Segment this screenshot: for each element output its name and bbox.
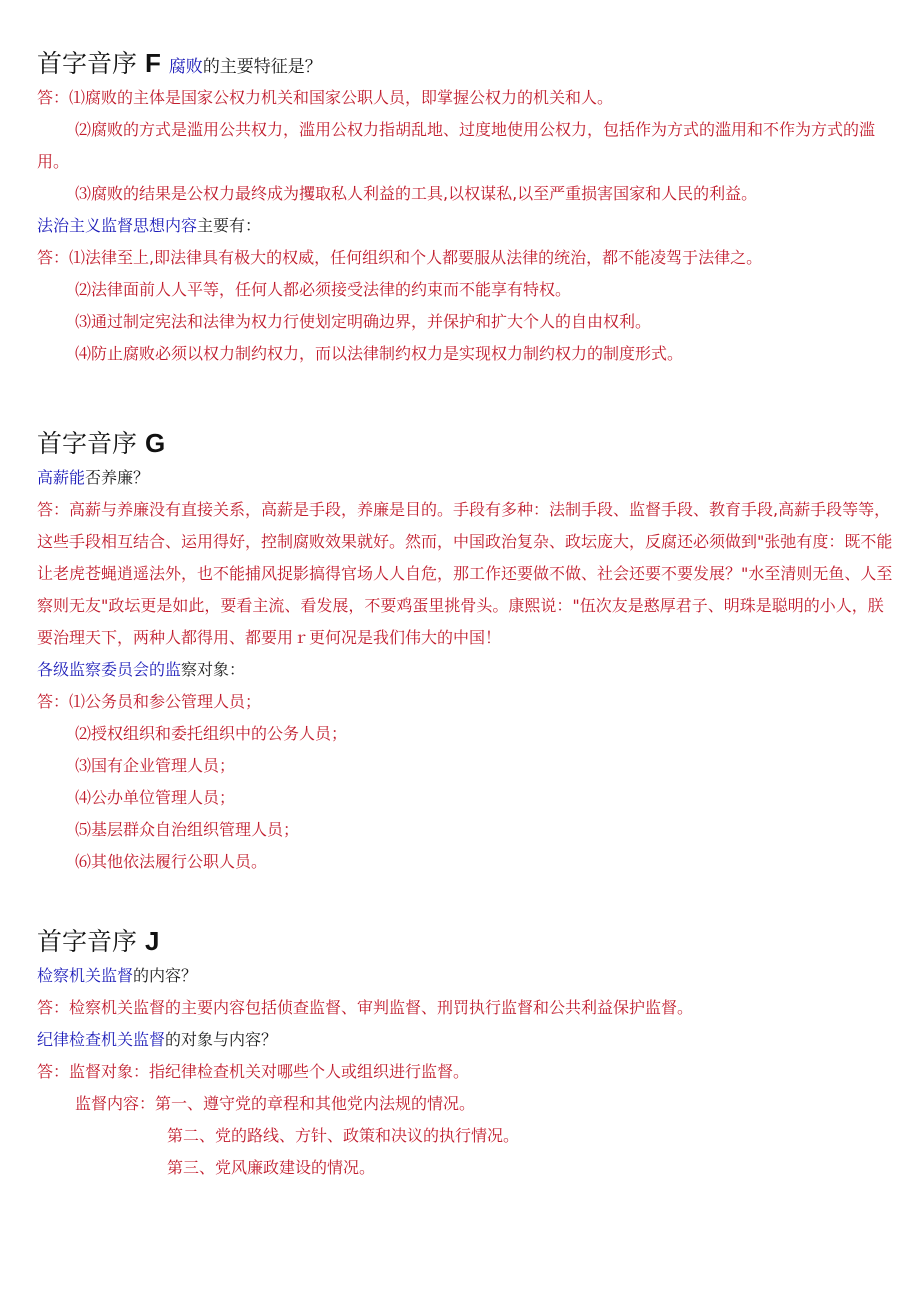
question-text: 察对象： <box>181 660 246 679</box>
answer-line: ⑵授权组织和委托组织中的公务人员； <box>75 724 348 743</box>
answer-line: 答：⑴腐败的主体是国家公权力机关和国家公职人员，即掌握公权力的机关和人。 <box>37 88 614 107</box>
answer-line: ⑷公办单位管理人员； <box>75 788 236 807</box>
question <box>37 210 897 242</box>
answer-line: 第二、党的路线、方针、政策和决议的执行情况。 <box>167 1126 520 1145</box>
answer-line: ⑷防止腐败必须以权力制约权力，而以法律制约权力是实现权力制约权力的制度形式。 <box>75 344 684 363</box>
question-text: 的对象与内容？ <box>165 1030 278 1049</box>
section-heading-j <box>37 922 897 960</box>
answer-line: 答：⑴法律至上,即法律具有极大的权威，任何组织和个人都要服从法律的统治，都不能凌驾于法律之。 <box>37 248 763 267</box>
heading-letter: J <box>144 926 160 956</box>
question-text: 否养廉？ <box>85 468 150 487</box>
question <box>37 1024 897 1056</box>
question-keyword: 腐败 <box>168 57 203 77</box>
question-keyword: 高薪能 <box>37 468 86 487</box>
answer-paragraph: 答：高薪与养廉没有直接关系，高薪是手段，养廉是目的。手段有多种：法制手段、监督手段、教育手段,高薪手段等等，这些手段相互结合、运用得好，控制腐败效果就好。然而，中国政治复杂、政坛庞大，反腐还必须做到"张弛有度：既不能让老虎苍蝇逍遥法外，也不能捕风捉影搞得官场人人自危，那工作还要做不做、社会还要不要发展？"水至清则无鱼、人至察则无友"政坛更是如此，要看主流、看发展，不要鸡蛋里挑骨头。康熙说："伍次友是憨厚君子、明珠是聪明的小人，朕要治理天下，两种人都得用、都要用ｒ更何况是我们伟大的中国！ <box>37 500 893 647</box>
answer-line: ⑵腐败的方式是滥用公共权力，滥用公权力指胡乱地、过度地使用公权力，包括作为方式的滥用和不作为方式的滥用。 <box>37 120 876 171</box>
heading-prefix: 首字音序 <box>37 927 138 956</box>
answer-line: ⑶通过制定宪法和法律为权力行使划定明确边界，并保护和扩大个人的自由权利。 <box>75 312 652 331</box>
question-keyword: 检察机关监督 <box>37 966 134 985</box>
question <box>37 654 897 686</box>
question-keyword: 各级监察委员会的监 <box>37 660 182 679</box>
heading-prefix: 首字音序 <box>37 429 138 458</box>
section-f <box>37 44 897 370</box>
question-text: 的内容？ <box>133 966 198 985</box>
heading-letter: G <box>144 428 166 458</box>
answer-line: ⑶国有企业管理人员； <box>75 756 236 775</box>
section-g <box>37 424 897 878</box>
answer-line: 答：检察机关监督的主要内容包括侦查监督、审判监督、刑罚执行监督和公共利益保护监督。 <box>37 998 694 1017</box>
question-keyword: 法治主义监督思想内容 <box>37 216 198 235</box>
heading-prefix: 首字音序 <box>37 49 138 78</box>
section-heading-g <box>37 424 897 462</box>
answer-line: 第三、党风廉政建设的情况。 <box>167 1158 376 1177</box>
section-j <box>37 922 897 1184</box>
question-text: 的主要特征是？ <box>202 57 322 77</box>
heading-letter: F <box>144 48 161 78</box>
answer-line: ⑸基层群众自治组织管理人员； <box>75 820 300 839</box>
answer-line: 答：监督对象：指纪律检查机关对哪些个人或组织进行监督。 <box>37 1062 470 1081</box>
answer-line: ⑶腐败的结果是公权力最终成为攫取私人利益的工具,以权谋私,以至严重损害国家和人民的利益。 <box>75 184 758 203</box>
answer-line: 监督内容：第一、遵守党的章程和其他党内法规的情况。 <box>75 1094 476 1113</box>
question-keyword: 纪律检查机关监督 <box>37 1030 166 1049</box>
question-text: 主要有： <box>197 216 262 235</box>
answer-line: ⑹其他依法履行公职人员。 <box>75 852 268 871</box>
answer-line: ⑵法律面前人人平等，任何人都必须接受法律的约束而不能享有特权。 <box>75 280 572 299</box>
section-heading-f <box>37 44 897 82</box>
answer-line: 答：⑴公务员和参公管理人员； <box>37 692 262 711</box>
question <box>37 462 897 494</box>
question <box>37 960 897 992</box>
